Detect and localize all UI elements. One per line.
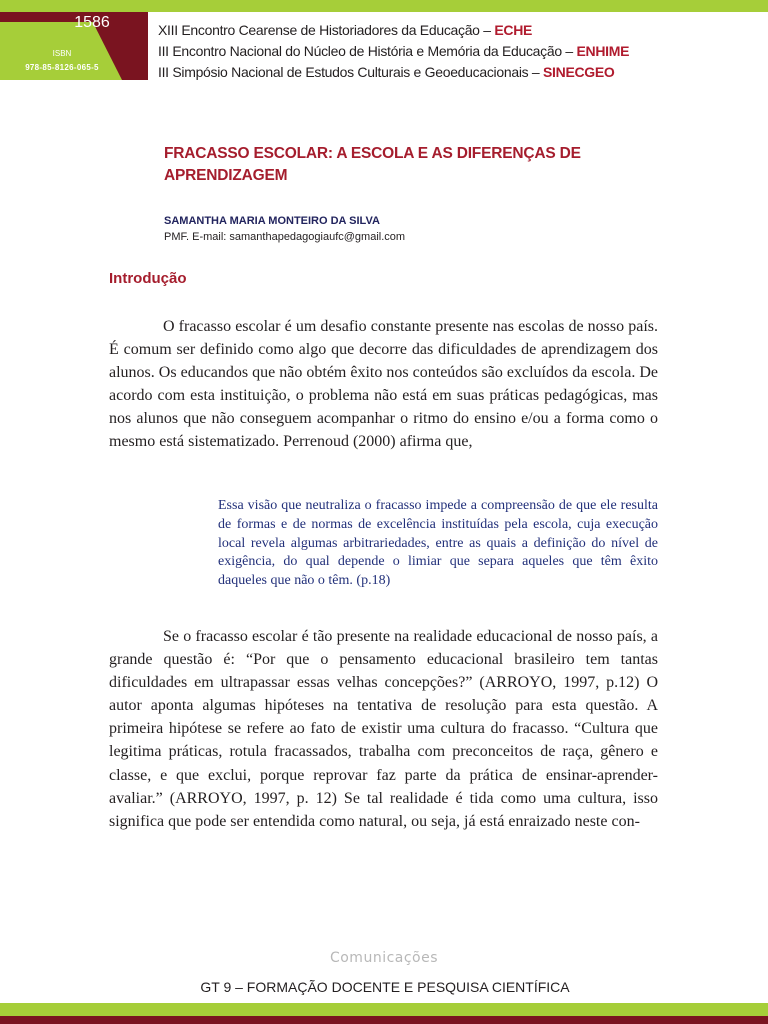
event-name: III Simpósio Nacional de Estudos Culturais e Geoeducacionais – xyxy=(158,64,543,80)
isbn-number: 978-85-8126-065-5 xyxy=(25,63,99,72)
event-list xyxy=(158,20,629,83)
event-line xyxy=(158,20,629,41)
author-name: SAMANTHA MARIA MONTEIRO DA SILVA xyxy=(164,215,380,227)
isbn-label: ISBN xyxy=(52,49,72,58)
body-paragraph-1: O fracasso escolar é um desafio constante presente nas escolas de nosso país. É comum ser definido como algo que decorre das dificuldades de aprendizagem dos alunos. Os educandos que não obtém êxito nos conteúdos são excluídos da escola. De acordo com esta instituição, o problema não está em suas práticas pedagógicas, mas nos alunos que não conseguem acompanhar o ritmo do ensino e/ou a forma como o mesmo está sistematizado. Perrenoud (2000) afirma que, xyxy=(109,318,658,451)
event-line xyxy=(158,41,629,62)
block-quote: Essa visão que neutraliza o fracasso impede a compreensão de que ele resulta de formas e de normas de excelência instituídas pela escola, cuja execução local revela algumas arbitrariedades, entre as quais a definição do nível de exigência, do qual depende o limiar que separa aqueles que têm êxito daqueles que não o têm. (p.18) xyxy=(218,498,658,589)
page-number: 1586 xyxy=(74,14,110,31)
footer-section: Comunicações xyxy=(329,950,439,966)
event-name: XIII Encontro Cearense de Historiadores da Educação – xyxy=(158,22,495,38)
event-acronym: ECHE xyxy=(494,22,533,38)
footer-green-strip xyxy=(0,1003,768,1016)
section-heading: Introdução xyxy=(109,270,187,287)
article-title: FRACASSO ESCOLAR: A ESCOLA E AS DIFERENÇAS DE APRENDIZAGEM xyxy=(164,145,581,184)
event-name: III Encontro Nacional do Núcleo de História e Memória da Educação – xyxy=(158,43,577,59)
event-acronym: ENHIME xyxy=(576,43,630,59)
footer-maroon-strip xyxy=(0,1016,768,1024)
header-green-strip xyxy=(0,0,768,12)
body-paragraph-2: Se o fracasso escolar é tão presente na realidade educacional de nosso país, a grande questão é: “Por que o pensamento educacional brasileiro tem tantas dificuldades em ultrapassar essas velhas concepções?” (ARROYO, 1997, p.12) O autor aponta algumas hipóteses na tentativa de resolução para esta questão. A primeira hipótese se refere ao fato de existir uma cultura do fracasso. “Cultura que legitima práticas, rotula fracassados, trabalha com preconceitos de raça, gênero e classe, e que exclui, porque reprovar faz parte da prática de ensinar-aprender-avaliar.” (ARROYO, 1997, p. 12) Se tal realidade é tida como uma cultura, isso significa que pode ser entendida como natural, ou seja, já está enraizado neste con- xyxy=(109,628,658,830)
event-acronym: SINECGEO xyxy=(543,64,615,80)
event-line xyxy=(158,62,629,83)
footer-working-group: GT 9 – FORMAÇÃO DOCENTE E PESQUISA CIENTÍFICA xyxy=(200,979,570,995)
author-affiliation: PMF. E-mail: samanthapedagogiaufc@gmail.com xyxy=(164,231,406,243)
